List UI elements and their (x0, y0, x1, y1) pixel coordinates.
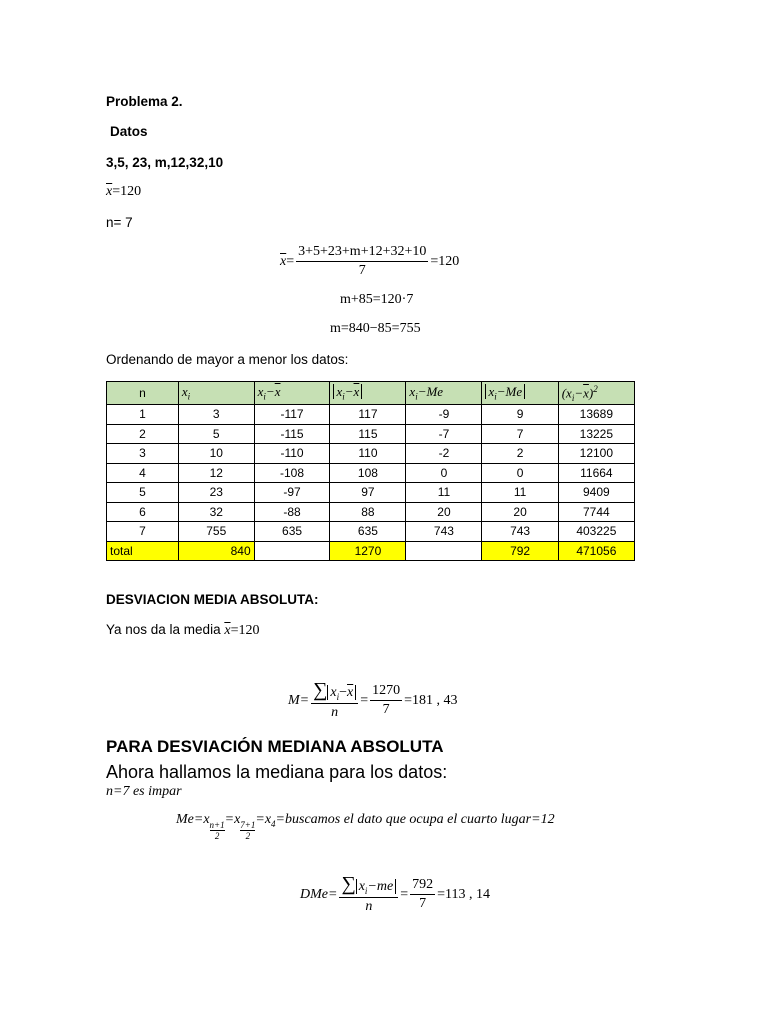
table-cell: 743 (406, 522, 482, 542)
table-row (107, 424, 635, 444)
table-cell: 11 (406, 483, 482, 503)
table-cell: 2 (107, 424, 179, 444)
table-cell: 0 (406, 463, 482, 483)
table-total-row (107, 541, 635, 561)
header-abs-xi-minus-mean: $x_i-\overline{x}$ (330, 382, 406, 405)
dme-formula: DMe= $\frac{\sum x_i-me}{n}$ = $\frac{792}{7}$ =113 , 14 (300, 873, 491, 915)
mean-equation: $\overline{x}$ = $\frac{3+5+23+m+12+32+10}{7}$ =120 (280, 244, 460, 279)
table-cell: 20 (482, 502, 558, 522)
total-abs-dev-mean: 1270 (330, 541, 406, 561)
mean-given: $\overline{x}=120$ (106, 184, 142, 199)
table-cell: 4 (107, 463, 179, 483)
table-cell: 12100 (558, 444, 634, 464)
datos-label: Datos (110, 124, 148, 139)
table-cell: 13689 (558, 405, 634, 425)
table-cell: 12 (178, 463, 254, 483)
table-cell: 11664 (558, 463, 634, 483)
table-row (107, 483, 635, 503)
dma-formula: M= $\frac{\sum x_i-\overline{x}}{n}$ = $\frac{1270}{7}$ =181 , 43 (288, 679, 458, 721)
table-cell: 11 (482, 483, 558, 503)
table-cell: 108 (330, 463, 406, 483)
total-xi: 840 (178, 541, 254, 561)
table-cell: 635 (254, 522, 330, 542)
table-cell: 1 (107, 405, 179, 425)
table-cell: 115 (330, 424, 406, 444)
ordering-text: Ordenando de mayor a menor los datos: (106, 352, 349, 367)
table-cell: 755 (178, 522, 254, 542)
equation-m-plus-85: m+85=120·7 (340, 292, 414, 307)
mediana-text: Ahora hallamos la mediana para los datos: (106, 762, 448, 782)
table-row (107, 522, 635, 542)
total-empty (254, 541, 330, 561)
table-cell: -88 (254, 502, 330, 522)
table-cell: 3 (178, 405, 254, 425)
table-cell: -117 (254, 405, 330, 425)
table-cell: 117 (330, 405, 406, 425)
table-cell: 635 (330, 522, 406, 542)
header-abs-xi-minus-me: $x_i-Me$ (482, 382, 558, 405)
total-abs-dev-me: 792 (482, 541, 558, 561)
table-cell: 97 (330, 483, 406, 503)
table-cell: 13225 (558, 424, 634, 444)
me-formula: Me= x $\frac{n+1}{2}$ =x $\frac{7+1}{2}$ $=x_4$ =buscamos el dato que ocupa el cuarto lugar=12 (176, 812, 555, 841)
table-cell: 403225 (558, 522, 634, 542)
table-cell: 20 (406, 502, 482, 522)
table-cell: 9 (482, 405, 558, 425)
n-line: n= 7 (106, 215, 133, 230)
table-cell: 7 (482, 424, 558, 444)
dma-text: Ya nos da la media $\overline{x}=120$ (106, 622, 260, 638)
table-cell: 6 (107, 502, 179, 522)
mediana-title: PARA DESVIACIÓN MEDIANA ABSOLUTA (106, 737, 444, 756)
total-label: total (107, 541, 179, 561)
table-cell: 7744 (558, 502, 634, 522)
data-table (106, 381, 635, 561)
header-n: n (107, 382, 179, 405)
table-row (107, 502, 635, 522)
table-cell: 7 (107, 522, 179, 542)
table-cell: 0 (482, 463, 558, 483)
table-cell: 110 (330, 444, 406, 464)
table-cell: 9409 (558, 483, 634, 503)
header-xi-minus-me: $x_i-Me$ (406, 382, 482, 405)
table-cell: -115 (254, 424, 330, 444)
table-cell: 743 (482, 522, 558, 542)
table-cell: 2 (482, 444, 558, 464)
header-squared-dev: $(x_i-\overline{x})^2$ (558, 382, 634, 405)
table-cell: -2 (406, 444, 482, 464)
table-row (107, 463, 635, 483)
header-xi: $x_i$ (178, 382, 254, 405)
data-list: 3,5, 23, m,12,32,10 (106, 155, 224, 170)
table-cell: 5 (107, 483, 179, 503)
table-cell: -110 (254, 444, 330, 464)
total-empty (406, 541, 482, 561)
dma-title: DESVIACION MEDIA ABSOLUTA: (106, 592, 319, 607)
table-cell: -7 (406, 424, 482, 444)
equation-m-value: m=840−85=755 (330, 321, 421, 336)
table-cell: 5 (178, 424, 254, 444)
table-cell: 10 (178, 444, 254, 464)
table-cell: 3 (107, 444, 179, 464)
table-row (107, 405, 635, 425)
table-cell: -97 (254, 483, 330, 503)
table-row (107, 444, 635, 464)
table-cell: -9 (406, 405, 482, 425)
total-squared-dev: 471056 (558, 541, 634, 561)
header-xi-minus-mean: $x_i-\overline{x}$ (254, 382, 330, 405)
table-cell: 23 (178, 483, 254, 503)
table-cell: -108 (254, 463, 330, 483)
n-impar: n=7 es impar (106, 784, 182, 799)
table-cell: 32 (178, 502, 254, 522)
table-cell: 88 (330, 502, 406, 522)
problem-title: Problema 2. (106, 94, 183, 109)
